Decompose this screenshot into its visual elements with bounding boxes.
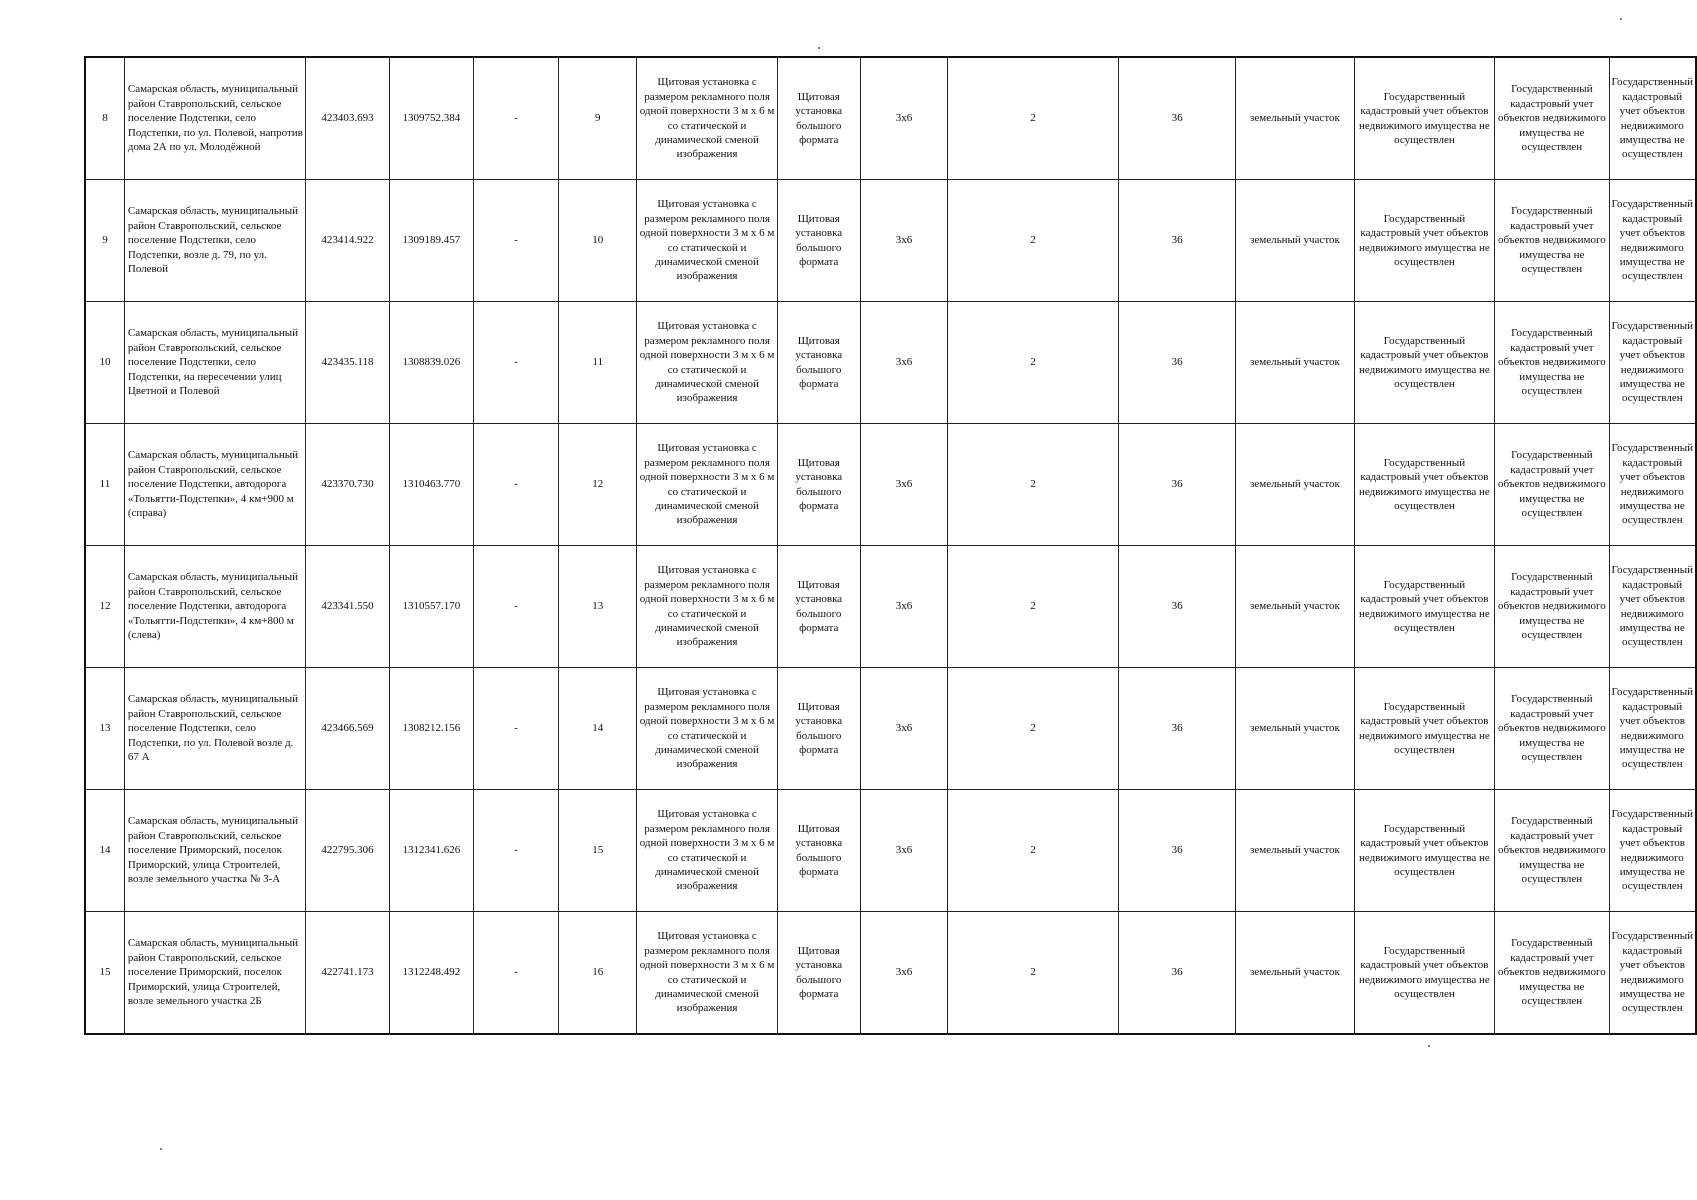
structure-type-cell: Щитовая установка большого формата — [777, 546, 860, 668]
land-type-cell: земельный участок — [1236, 180, 1354, 302]
structure-type-cell: Щитовая установка большого формата — [777, 180, 860, 302]
cadastre-status-cell-1: Государственный кадастровый учет объектов недвижимого имущества не осуществлен — [1354, 302, 1495, 424]
cadastre-status-cell-1: Государственный кадастровый учет объектов недвижимого имущества не осуществлен — [1354, 912, 1495, 1035]
cadastre-status-cell-3: Государственный кадастровый учет объектов недвижимого имущества не осуществлен — [1609, 790, 1696, 912]
row-number-cell: 15 — [85, 912, 124, 1035]
row-number-cell: 10 — [85, 302, 124, 424]
row-number-cell: 11 — [85, 424, 124, 546]
address-cell: Самарская область, муниципальный район Ставропольский, сельское поселение Приморский, поселок Приморский, улица Строителей, возле земельного участка 2Б — [124, 912, 305, 1035]
structure-description-cell: Щитовая установка с размером рекламного поля одной поверхности 3 м х 6 м со статической и динамической сменой изображения — [637, 180, 777, 302]
table-row — [85, 912, 1696, 1035]
structure-description-cell: Щитовая установка с размером рекламного поля одной поверхности 3 м х 6 м со статической и динамической сменой изображения — [637, 912, 777, 1035]
area-cell: 36 — [1118, 424, 1235, 546]
structure-description-cell: Щитовая установка с размером рекламного поля одной поверхности 3 м х 6 м со статической и динамической сменой изображения — [637, 790, 777, 912]
coordinate-y-cell: 1310557.170 — [389, 546, 473, 668]
address-cell: Самарская область, муниципальный район Ставропольский, сельское поселение Подстепки, село Подстепки, на пересечении улиц Цветной и Полевой — [124, 302, 305, 424]
row-number-cell: 12 — [85, 546, 124, 668]
scan-speck — [160, 1148, 162, 1150]
empty-value-cell: - — [474, 546, 559, 668]
land-type-cell: земельный участок — [1236, 668, 1354, 790]
cadastre-status-cell-3: Государственный кадастровый учет объектов недвижимого имущества не осуществлен — [1609, 546, 1696, 668]
coordinate-x-cell: 423341.550 — [306, 546, 389, 668]
address-cell: Самарская область, муниципальный район Ставропольский, сельское поселение Подстепки, село Подстепки, по ул. Полевой возле д. 67 А — [124, 668, 305, 790]
structure-type-cell: Щитовая установка большого формата — [777, 424, 860, 546]
land-type-cell: земельный участок — [1236, 790, 1354, 912]
coordinate-x-cell: 423466.569 — [306, 668, 389, 790]
table-row — [85, 302, 1696, 424]
area-cell: 36 — [1118, 668, 1235, 790]
cadastre-status-cell-2: Государственный кадастровый учет объектов недвижимого имущества не осуществлен — [1495, 546, 1609, 668]
cadastre-status-cell-3: Государственный кадастровый учет объектов недвижимого имущества не осуществлен — [1609, 57, 1696, 180]
coordinate-y-cell: 1312341.626 — [389, 790, 473, 912]
coordinate-y-cell: 1309752.384 — [389, 57, 473, 180]
empty-value-cell: - — [474, 302, 559, 424]
placement-register-table — [84, 56, 1697, 1035]
structure-type-cell: Щитовая установка большого формата — [777, 668, 860, 790]
land-type-cell: земельный участок — [1236, 424, 1354, 546]
coordinate-x-cell: 422795.306 — [306, 790, 389, 912]
area-cell: 36 — [1118, 790, 1235, 912]
placement-number-cell: 12 — [559, 424, 637, 546]
empty-value-cell: - — [474, 424, 559, 546]
table-row — [85, 424, 1696, 546]
field-size-cell: 3х6 — [860, 668, 947, 790]
row-number-cell: 14 — [85, 790, 124, 912]
placement-number-cell: 9 — [559, 57, 637, 180]
address-cell: Самарская область, муниципальный район Ставропольский, сельское поселение Подстепки, село Подстепки, по ул. Полевой, напротив дома 2А по ул. Молодёжной — [124, 57, 305, 180]
structure-type-cell: Щитовая установка большого формата — [777, 790, 860, 912]
area-cell: 36 — [1118, 180, 1235, 302]
table-row — [85, 790, 1696, 912]
address-cell: Самарская область, муниципальный район Ставропольский, сельское поселение Подстепки, село Подстепки, возле д. 79, по ул. Полевой — [124, 180, 305, 302]
structure-type-cell: Щитовая установка большого формата — [777, 302, 860, 424]
coordinate-y-cell: 1310463.770 — [389, 424, 473, 546]
sides-count-cell: 2 — [948, 302, 1119, 424]
land-type-cell: земельный участок — [1236, 546, 1354, 668]
cadastre-status-cell-1: Государственный кадастровый учет объектов недвижимого имущества не осуществлен — [1354, 424, 1495, 546]
structure-type-cell: Щитовая установка большого формата — [777, 912, 860, 1035]
cadastre-status-cell-2: Государственный кадастровый учет объектов недвижимого имущества не осуществлен — [1495, 57, 1609, 180]
field-size-cell: 3х6 — [860, 424, 947, 546]
coordinate-x-cell: 423435.118 — [306, 302, 389, 424]
address-cell: Самарская область, муниципальный район Ставропольский, сельское поселение Подстепки, автодорога «Тольятти-Подстепки», 4 км+900 м (справа) — [124, 424, 305, 546]
cadastre-status-cell-2: Государственный кадастровый учет объектов недвижимого имущества не осуществлен — [1495, 668, 1609, 790]
placement-number-cell: 10 — [559, 180, 637, 302]
sides-count-cell: 2 — [948, 180, 1119, 302]
cadastre-status-cell-3: Государственный кадастровый учет объектов недвижимого имущества не осуществлен — [1609, 668, 1696, 790]
cadastre-status-cell-3: Государственный кадастровый учет объектов недвижимого имущества не осуществлен — [1609, 424, 1696, 546]
table-row — [85, 668, 1696, 790]
scan-speck — [1428, 1045, 1430, 1047]
land-type-cell: земельный участок — [1236, 302, 1354, 424]
address-cell: Самарская область, муниципальный район Ставропольский, сельское поселение Подстепки, автодорога «Тольятти-Подстепки», 4 км+800 м (слева) — [124, 546, 305, 668]
row-number-cell: 13 — [85, 668, 124, 790]
land-type-cell: земельный участок — [1236, 57, 1354, 180]
structure-description-cell: Щитовая установка с размером рекламного поля одной поверхности 3 м х 6 м со статической и динамической сменой изображения — [637, 302, 777, 424]
empty-value-cell: - — [474, 912, 559, 1035]
cadastre-status-cell-1: Государственный кадастровый учет объектов недвижимого имущества не осуществлен — [1354, 790, 1495, 912]
field-size-cell: 3х6 — [860, 546, 947, 668]
cadastre-status-cell-1: Государственный кадастровый учет объектов недвижимого имущества не осуществлен — [1354, 180, 1495, 302]
coordinate-y-cell: 1308212.156 — [389, 668, 473, 790]
structure-description-cell: Щитовая установка с размером рекламного поля одной поверхности 3 м х 6 м со статической и динамической сменой изображения — [637, 424, 777, 546]
area-cell: 36 — [1118, 912, 1235, 1035]
address-cell: Самарская область, муниципальный район Ставропольский, сельское поселение Приморский, поселок Приморский, улица Строителей, возле земельного участка № 3-А — [124, 790, 305, 912]
placement-number-cell: 16 — [559, 912, 637, 1035]
sides-count-cell: 2 — [948, 424, 1119, 546]
register-rows — [85, 57, 1696, 1034]
cadastre-status-cell-3: Государственный кадастровый учет объектов недвижимого имущества не осуществлен — [1609, 302, 1696, 424]
sides-count-cell: 2 — [948, 668, 1119, 790]
land-type-cell: земельный участок — [1236, 912, 1354, 1035]
placement-number-cell: 14 — [559, 668, 637, 790]
field-size-cell: 3х6 — [860, 180, 947, 302]
coordinate-x-cell: 423403.693 — [306, 57, 389, 180]
area-cell: 36 — [1118, 302, 1235, 424]
cadastre-status-cell-3: Государственный кадастровый учет объектов недвижимого имущества не осуществлен — [1609, 912, 1696, 1035]
field-size-cell: 3х6 — [860, 790, 947, 912]
structure-description-cell: Щитовая установка с размером рекламного поля одной поверхности 3 м х 6 м со статической и динамической сменой изображения — [637, 668, 777, 790]
placement-number-cell: 13 — [559, 546, 637, 668]
scan-speck — [818, 47, 820, 49]
cadastre-status-cell-2: Государственный кадастровый учет объектов недвижимого имущества не осуществлен — [1495, 912, 1609, 1035]
cadastre-status-cell-1: Государственный кадастровый учет объектов недвижимого имущества не осуществлен — [1354, 668, 1495, 790]
field-size-cell: 3х6 — [860, 912, 947, 1035]
structure-description-cell: Щитовая установка с размером рекламного поля одной поверхности 3 м х 6 м со статической и динамической сменой изображения — [637, 546, 777, 668]
coordinate-y-cell: 1309189.457 — [389, 180, 473, 302]
structure-type-cell: Щитовая установка большого формата — [777, 57, 860, 180]
field-size-cell: 3х6 — [860, 302, 947, 424]
field-size-cell: 3х6 — [860, 57, 947, 180]
sides-count-cell: 2 — [948, 546, 1119, 668]
cadastre-status-cell-2: Государственный кадастровый учет объектов недвижимого имущества не осуществлен — [1495, 302, 1609, 424]
placement-number-cell: 15 — [559, 790, 637, 912]
coordinate-y-cell: 1308839.026 — [389, 302, 473, 424]
structure-description-cell: Щитовая установка с размером рекламного поля одной поверхности 3 м х 6 м со статической и динамической сменой изображения — [637, 57, 777, 180]
coordinate-x-cell: 423370.730 — [306, 424, 389, 546]
placement-number-cell: 11 — [559, 302, 637, 424]
cadastre-status-cell-1: Государственный кадастровый учет объектов недвижимого имущества не осуществлен — [1354, 57, 1495, 180]
row-number-cell: 8 — [85, 57, 124, 180]
cadastre-status-cell-3: Государственный кадастровый учет объектов недвижимого имущества не осуществлен — [1609, 180, 1696, 302]
empty-value-cell: - — [474, 57, 559, 180]
cadastre-status-cell-2: Государственный кадастровый учет объектов недвижимого имущества не осуществлен — [1495, 424, 1609, 546]
cadastre-status-cell-2: Государственный кадастровый учет объектов недвижимого имущества не осуществлен — [1495, 180, 1609, 302]
table-row — [85, 57, 1696, 180]
sides-count-cell: 2 — [948, 790, 1119, 912]
coordinate-y-cell: 1312248.492 — [389, 912, 473, 1035]
empty-value-cell: - — [474, 180, 559, 302]
cadastre-status-cell-1: Государственный кадастровый учет объектов недвижимого имущества не осуществлен — [1354, 546, 1495, 668]
scan-speck — [1620, 18, 1622, 20]
empty-value-cell: - — [474, 668, 559, 790]
coordinate-x-cell: 422741.173 — [306, 912, 389, 1035]
area-cell: 36 — [1118, 57, 1235, 180]
coordinate-x-cell: 423414.922 — [306, 180, 389, 302]
table-row — [85, 180, 1696, 302]
empty-value-cell: - — [474, 790, 559, 912]
sides-count-cell: 2 — [948, 57, 1119, 180]
area-cell: 36 — [1118, 546, 1235, 668]
table-row — [85, 546, 1696, 668]
sides-count-cell: 2 — [948, 912, 1119, 1035]
cadastre-status-cell-2: Государственный кадастровый учет объектов недвижимого имущества не осуществлен — [1495, 790, 1609, 912]
row-number-cell: 9 — [85, 180, 124, 302]
